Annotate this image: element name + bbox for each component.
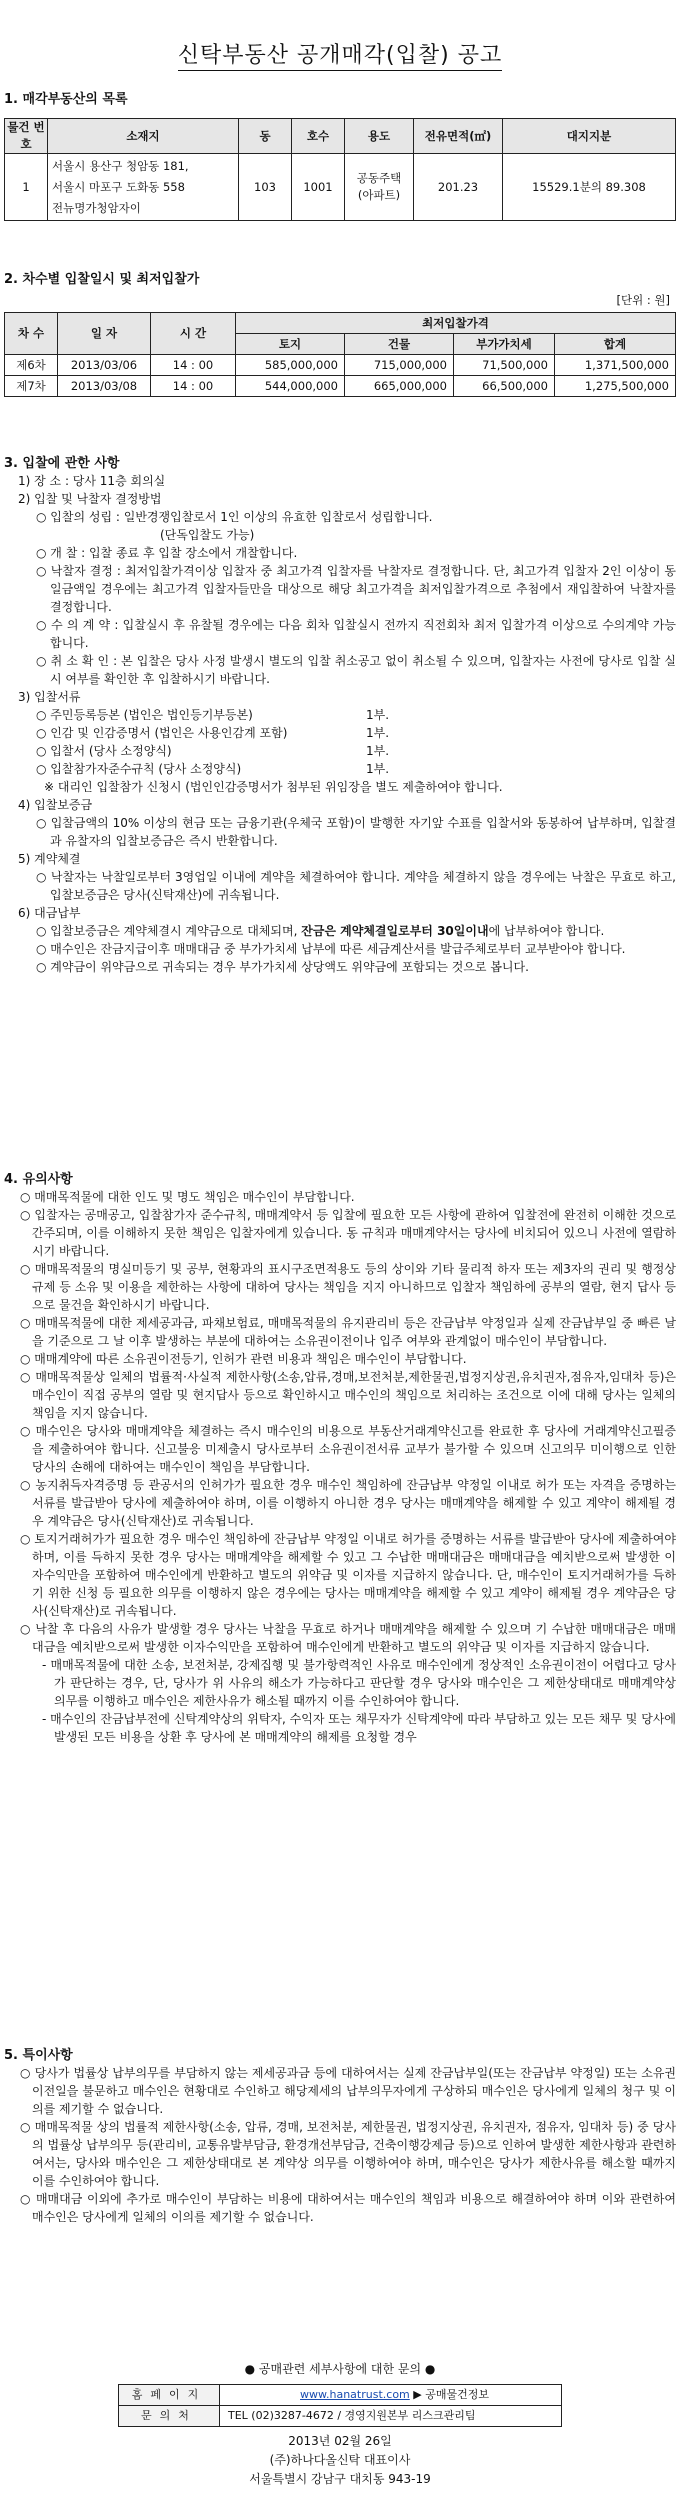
use-line: 공동주택 — [356, 171, 402, 186]
homepage-cell — [220, 2385, 562, 2406]
col-land: 토지 — [236, 334, 345, 355]
signature-block — [0, 2432, 680, 2489]
contact-table — [118, 2384, 562, 2427]
cell-dong: 103 — [239, 154, 292, 221]
col-min-price: 최저입찰가격 — [236, 313, 676, 334]
precautions — [4, 1188, 676, 1746]
property-table-header — [5, 119, 676, 154]
list-item: ○ 매매계약에 따른 소유권이전등기, 인허가 관련 비용과 책임은 매수인이 부담합니다. — [20, 1352, 467, 1366]
cell-use — [345, 154, 414, 221]
table-row — [119, 2406, 562, 2427]
cell-date: 2013/03/06 — [58, 355, 151, 376]
col-ho: 호수 — [292, 119, 345, 154]
place-line: 1) 장 소 : 당사 11층 회의실 — [18, 474, 166, 488]
payment-text-c: 에 납부하여야 합니다. — [488, 924, 605, 938]
cell-item-no: 1 — [5, 154, 48, 221]
method-heading: 2) 입찰 및 낙찰자 결정방법 — [18, 492, 162, 506]
doc-name: ○ 주민등록등본 (법인은 법인등기부등본) — [36, 708, 253, 722]
cell-date: 2013/03/08 — [58, 376, 151, 397]
opening-line: ○ 개 찰 : 입찰 종료 후 입찰 장소에서 개찰합니다. — [36, 546, 298, 560]
notice-date: 2013년 02월 26일 — [288, 2434, 392, 2448]
homepage-link[interactable]: www.hanatrust.com — [300, 2388, 410, 2402]
penalty-vat-text: ○ 계약금이 위약금으로 귀속되는 경우 부가가치세 상당액도 위약금에 포함되는 것으로 봅니다. — [36, 960, 529, 974]
winner-decision: ○ 낙찰자 결정 : 최저입찰가격이상 입찰자 중 최고가격 입찰자를 낙찰자로 결정합니다. 단, 최고가격 입찰자 2인 이상이 동일금액일 경우에는 최고가격 입찰자들만을 대상으로 해당 최고가격을 최저입찰가격으로 추첨에서 재입찰하여 낙찰자를 결정합니다. — [36, 564, 676, 614]
list-item: ○ 토지거래허가가 필요한 경우 매수인 책임하에 잔금납부 약정일 이내로 허가를 증명하는 서류를 발급받아 당사에 제출하여야 하며, 이를 득하지 못한 경우 당사는 매매계약을 해제할 수 있고 그 수납한 매매대금은 매매대금을 예치받으로써 발생한 이자수익만을 포함하여 매수인에게 반환하고 별도의 위약금 및 이자를 지급하지 않습니다. 단, 매수인이 토지거래허가를 득하기 위한 신청 등 필요한 의무를 이행하지 않은 경우에는 당사는 매매계약을 해제할 수 있고 계약이 해제될 경우 계약금은 당사(신탁재산)로 귀속됩니다. — [20, 1532, 676, 1618]
proxy-note: ※ 대리인 입찰참가 신청시 (법인인감증명서가 첨부된 위임장을 별도 제출하여야 합니다. — [44, 780, 503, 794]
payment-heading: 6) 대금납부 — [18, 906, 81, 920]
list-item — [4, 742, 676, 760]
list-item: ○ 당사가 법률상 납부의무를 부담하지 않는 제세공과금 등에 대하여서는 실제 잔금납부일(또는 잔금납부 약정일) 또는 소유권이전일을 불문하고 매수인은 현황대로 수인하고 해당제세의 납부의무자에게 구상하되 매수인은 당사에게 일체의 청구 및 이의를 제기할 수 없습니다. — [20, 2066, 676, 2116]
col-time: 시 간 — [151, 313, 236, 355]
col-round: 차 수 — [5, 313, 58, 355]
col-building: 건물 — [345, 334, 454, 355]
cell-building: 715,000,000 — [345, 355, 454, 376]
unit-label: [단위 : 원] — [616, 293, 670, 307]
deposit-heading: 4) 입찰보증금 — [18, 798, 93, 812]
cell-vat: 71,500,000 — [454, 355, 555, 376]
address-line: 전뉴명가청암자이 — [52, 200, 141, 215]
inquiry-value: TEL (02)3287-4672 / 경영지원본부 리스크관리팀 — [220, 2406, 562, 2427]
homepage-label: 홈페이지 — [119, 2385, 220, 2406]
cell-total: 1,275,500,000 — [555, 376, 676, 397]
homepage-path: ▶ 공매물건정보 — [413, 2388, 489, 2402]
cell-vat: 66,500,000 — [454, 376, 555, 397]
cell-land-share: 15529.1분의 89.308 — [503, 154, 676, 221]
cancellation-check: ○ 취 소 확 인 : 본 입찰은 당사 사정 발생시 별도의 입찰 취소공고 없이 취소될 수 있으며, 입찰자는 사전에 당사로 입찰 실시 여부를 확인한 후 입찰하시기 바랍니다. — [36, 654, 676, 686]
col-total: 합계 — [555, 334, 676, 355]
cell-ho: 1001 — [292, 154, 345, 221]
schedule-table — [4, 312, 676, 397]
address-line: 서울시 마포구 도화동 558 — [52, 179, 185, 194]
cell-land: 585,000,000 — [236, 355, 345, 376]
section-5-heading: 5. 특이사항 — [4, 2048, 73, 2063]
list-item — [4, 724, 676, 742]
list-item: ○ 매매대금 이외에 추가로 매수인이 부담하는 비용에 대하여서는 매수인의 책임과 비용으로 해결하여야 하며 이와 관련하여 매수인은 당사에게 일체의 이의를 제기할 수 없습니다. — [20, 2192, 676, 2224]
doc-qty: 1부. — [366, 708, 390, 722]
table-row — [5, 376, 676, 397]
cell-land: 544,000,000 — [236, 376, 345, 397]
section-4-heading: 4. 유의사항 — [4, 1172, 73, 1187]
doc-qty: 1부. — [366, 762, 390, 776]
payment-text — [4, 922, 676, 940]
list-item — [4, 760, 676, 778]
company-address: 서울특별시 강남구 대치동 943-19 — [249, 2472, 431, 2486]
cell-time: 14 : 00 — [151, 376, 236, 397]
doc-name: ○ 인감 및 인감증명서 (법인은 사용인감계 포함) — [36, 726, 288, 740]
doc-name: ○ 입찰참가자준수규칙 (당사 소정양식) — [36, 762, 242, 776]
cell-address — [48, 154, 239, 221]
section-2-heading: 2. 차수별 입찰일시 및 최저입찰가 — [4, 272, 200, 287]
list-item: ○ 매매목적물에 대한 제세공과금, 파채보험료, 매매목적물의 유지관리비 등은 잔금납부 약정일과 실제 잔금납부일 중 빠른 날을 기준으로 그 날 이후 발생하는 부분에 대하여는 소유권이전이나 입주 여부와 관계없이 매수인이 부담합니다. — [20, 1316, 676, 1348]
property-table — [4, 118, 676, 221]
cell-round: 제6차 — [5, 355, 58, 376]
doc-qty: 1부. — [366, 726, 390, 740]
inquiry-label: 문의처 — [119, 2406, 220, 2427]
table-row — [5, 355, 676, 376]
col-item-no: 물건 번호 — [5, 119, 48, 154]
page-title — [0, 38, 680, 69]
list-item: - 매수인의 잔금납부전에 신탁계약상의 위탁자, 수익자 또는 채무자가 신탁계약에 따라 부담하고 있는 모든 채무 및 당사에 발생된 모든 비용을 상환 후 당사에 본 매매계약의 해제를 요청할 경우 — [42, 1712, 676, 1744]
col-address: 소재지 — [48, 119, 239, 154]
col-land-share: 대지지분 — [503, 119, 676, 154]
list-item: ○ 매매목적물의 명실미등기 및 공부, 현황과의 표시구조면적용도 등의 상이와 기타 물리적 하자 또는 제3자의 권리 및 행정상 규제 등 소유 및 이용을 제한하는 사항에 대하여 당사는 책임을 지지 아니하므로 입찰자 책임하에 공부의 열람, 현지 답사 등으로 물건을 확인하시기 바랍니다. — [20, 1262, 676, 1312]
company-name: (주)하나다올신탁 대표이사 — [269, 2453, 411, 2467]
cell-building: 665,000,000 — [345, 376, 454, 397]
private-contract: ○ 수 의 계 약 : 입찰실시 후 유찰될 경우에는 다음 회차 입찰실시 전까지 직전회차 최저 입찰가격 이상으로 수의계약 가능합니다. — [36, 618, 676, 650]
list-item: ○ 입찰자는 공매공고, 입찰참가자 준수규칙, 매매계약서 등 입찰에 필요한 모든 사항에 관하여 입찰전에 완전히 이해한 것으로 간주되며, 이를 이해하지 못한 책임은 입찰자에게 있습니다. 동 규칙과 매매계약서는 당사에 비치되어 있으니 사전에 열람하시기 바랍니다. — [20, 1208, 676, 1258]
list-item: - 매매목적물에 대한 소송, 보전처분, 강제집행 및 불가항력적인 사유로 매수인에게 정상적인 소유권이전이 어렵다고 당사가 판단하는 경우, 단, 당사가 위 사유의 해소가 가능하다고 판단할 경우 당사와 매수인은 그 제한상태대로 매매계약상 의무를 이행하고 매수인은 제한사유가 해소될 때까지 이를 수인하여야 합니다. — [42, 1658, 676, 1708]
list-item: ○ 매수인은 당사와 매매계약을 체결하는 즉시 매수인의 비용으로 부동산거래계약신고를 완료한 후 당사에 거래계약신고필증을 제출하여야 합니다. 신고불응 미제출시 당사로부터 소유권이전서류 교부가 불가할 수 있으며 신고의무 미이행으로 인한 당사의 손해에 대하여는 매수인이 책임을 부담합니다. — [20, 1424, 676, 1474]
contract-text: ○ 낙찰자는 낙찰일로부터 3영업일 이내에 계약을 체결하여야 합니다. 계약을 체결하지 않을 경우에는 낙찰은 무효로 하고, 입찰보증금은 당사(신탁재산)에 귀속됩니다. — [36, 870, 676, 902]
deposit-text: ○ 입찰금액의 10% 이상의 현금 또는 금융기관(우체국 포함)이 발행한 자기앞 수표를 입찰서와 동봉하여 납부하며, 입찰결과 유찰자의 입찰보증금은 즉시 반환합니다. — [36, 816, 676, 848]
title-text: 신탁부동산 공개매각(입찰) 공고 — [178, 43, 502, 71]
documents-heading: 3) 입찰서류 — [18, 690, 81, 704]
cell-round: 제7차 — [5, 376, 58, 397]
col-use: 용도 — [345, 119, 414, 154]
payment-deadline: 잔금은 계약체결일로부터 30일이내 — [301, 924, 489, 938]
doc-name: ○ 입찰서 (당사 소정양식) — [36, 744, 172, 758]
cell-total: 1,371,500,000 — [555, 355, 676, 376]
table-row — [5, 154, 676, 221]
col-dong: 동 — [239, 119, 292, 154]
table-row — [119, 2385, 562, 2406]
use-line: (아파트) — [357, 188, 401, 202]
contract-heading: 5) 계약체결 — [18, 852, 81, 866]
documents-list — [4, 706, 676, 778]
list-item: ○ 낙찰 후 다음의 사유가 발생할 경우 당사는 낙찰을 무효로 하거나 매매계약을 해제할 수 있으며 기 수납한 매매대금은 매매대금을 예치받으로써 발생한 이자수익만을 포함하여 매수인에게 반환하고 별도의 위약금 및 이자를 지급하지 않습니다. — [20, 1622, 676, 1654]
col-date: 일 자 — [58, 313, 151, 355]
list-item: ○ 매매목적물 상의 법률적 제한사항(소송, 압류, 경매, 보전처분, 제한물권, 법정지상권, 유치권자, 점유자, 임대차 등) 중 당사의 법률상 납부의무 등(관리비, 교통유발부담금, 환경개선부담금, 건축이행강제금 등)으로 인하여 발생한 제한사항과 관련하여서는, 당사와 매수인은 그 제한상태대로 본 계약상 의무를 이행하여야 하며, 매수인은 당사가 제한사유를 해소할 때까지 이를 수인하여야 합니다. — [20, 2120, 676, 2188]
cell-time: 14 : 00 — [151, 355, 236, 376]
col-area: 전유면적(㎡) — [414, 119, 503, 154]
special-notes — [4, 2064, 676, 2226]
address-line: 서울시 용산구 청암동 181, — [52, 158, 189, 173]
list-item: ○ 농지취득자격증명 등 관공서의 인허가가 필요한 경우 매수인 책임하에 잔금납부 약정일 이내로 허가 또는 자격을 증명하는 서류를 발급받아 당사에 제출하여야 하며, 이를 이행하지 아니한 경우 당사는 매매계약을 해제할 수 있고 계약이 해제될 경우 계약금은 당사(신탁재산)로 귀속됩니다. — [20, 1478, 676, 1528]
schedule-header-1 — [5, 313, 676, 334]
list-item — [4, 706, 676, 724]
tax-invoice-text: ○ 매수인은 잔금지급이후 매매대금 중 부가가치세 납부에 따른 세금계산서를 발급주체로부터 교부받아야 합니다. — [36, 942, 626, 956]
section-1-heading: 1. 매각부동산의 목록 — [4, 92, 128, 107]
payment-text-a: ○ 입찰보증금은 계약체결시 계약금으로 대체되며, — [36, 924, 302, 938]
contact-title: ● 공매관련 세부사항에 대한 문의 ● — [244, 2362, 436, 2376]
single-bid-note: (단독입찰도 가능) — [160, 528, 255, 542]
list-item: ○ 매매목적물상 일체의 법률적·사실적 제한사항(소송,압류,경매,보전처분,제한물권,법정지상권,유치권자,점유자,임대차 등)은 매수인이 직접 공부의 열람 및 현지답사 등으로 확인하시고 매수인의 책임으로 처리하는 조건으로 이에 대해 당사는 일체의 책임을 지지 않습니다. — [20, 1370, 676, 1420]
bidding-details — [4, 472, 676, 976]
col-vat: 부가가치세 — [454, 334, 555, 355]
list-item: ○ 매매목적물에 대한 인도 및 명도 책임은 매수인이 부담합니다. — [20, 1190, 355, 1204]
section-3-heading: 3. 입찰에 관한 사항 — [4, 456, 120, 471]
doc-qty: 1부. — [366, 744, 390, 758]
cell-area: 201.23 — [414, 154, 503, 221]
bid-formation: ○ 입찰의 성립 : 일반경쟁입찰로서 1인 이상의 유효한 입찰로서 성립합니다. — [36, 510, 433, 524]
